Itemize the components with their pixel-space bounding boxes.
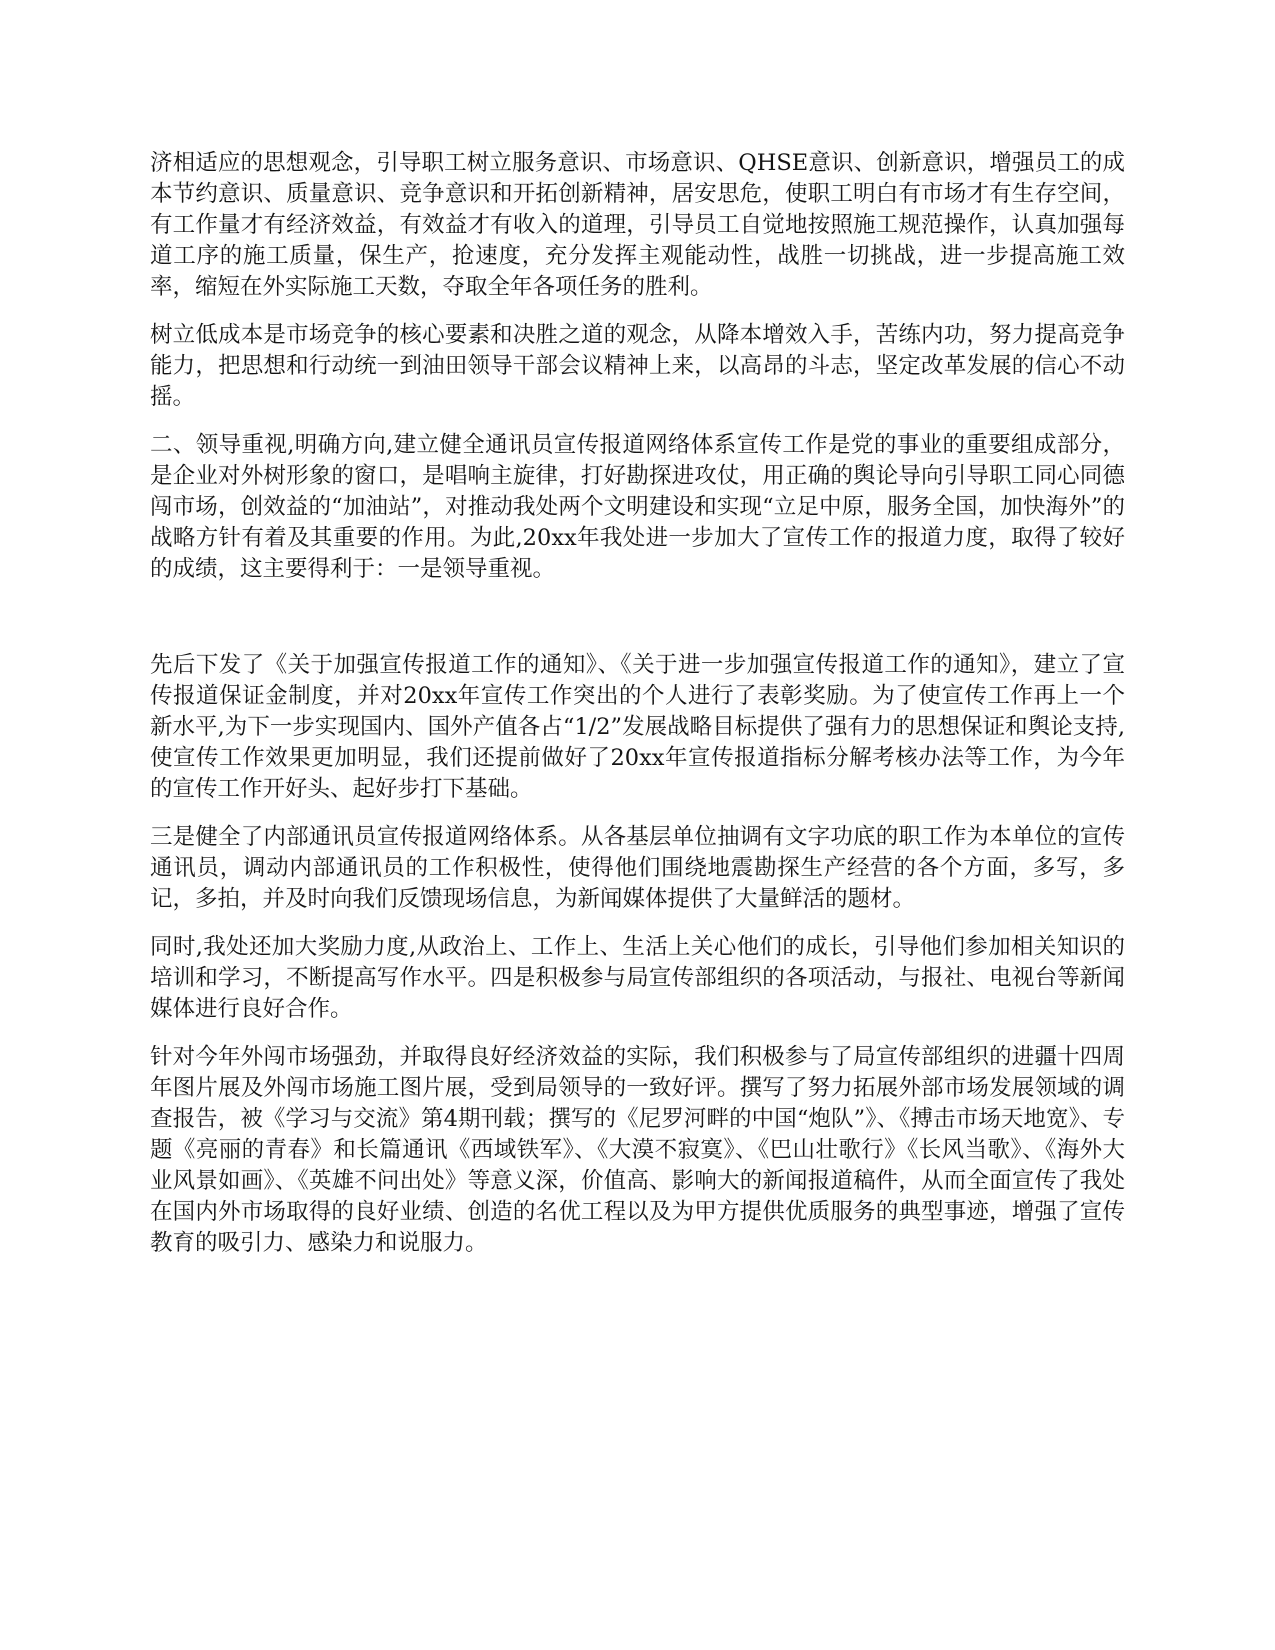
paragraph-4: 先后下发了《关于加强宣传报道工作的通知》、《关于进一步加强宣传报道工作的通知》，建立了宣传报道保证金制度，并对20xx年宣传工作突出的个人进行了表彰奖励。为了使宣传工作再上一个新水平,为下一步实现国内、国外产值各占“1/2”发展战略目标提供了强有力的思想保证和舆论支持,使宣传工作效果更加明显，我们还提前做好了20xx年宣传报道指标分解考核办法等工作，为今年的宣传工作开好头、起好步打下基础。 — [150, 652, 1125, 802]
paragraph-6: 同时,我处还加大奖励力度,从政治上、工作上、生活上关心他们的成长，引导他们参加相关知识的培训和学习，不断提高写作水平。四是积极参与局宣传部组织的各项活动，与报社、电视台等新闻媒体进行良好合作。 — [150, 934, 1125, 1022]
paragraph-1: 济相适应的思想观念，引导职工树立服务意识、市场意识、QHSE意识、创新意识，增强员工的成本节约意识、质量意识、竞争意识和开拓创新精神，居安思危，使职工明白有市场才有生存空间，有工作量才有经济效益，有效益才有收入的道理，引导员工自觉地按照施工规范操作，认真加强每道工序的施工质量，保生产，抢速度，充分发挥主观能动性，战胜一切挑战，进一步提高施工效率，缩短在外实际施工天数，夺取全年各项任务的胜利。 — [150, 150, 1125, 300]
paragraph-2: 树立低成本是市场竞争的核心要素和决胜之道的观念，从降本增效入手，苦练内功，努力提高竞争能力，把思想和行动统一到油田领导干部会议精神上来，以高昂的斗志，坚定改革发展的信心不动摇。 — [150, 322, 1125, 410]
paragraph-5: 三是健全了内部通讯员宣传报道网络体系。从各基层单位抽调有文字功底的职工作为本单位的宣传通讯员，调动内部通讯员的工作积极性，使得他们围绕地震勘探生产经营的各个方面，多写，多记，多拍，并及时向我们反馈现场信息，为新闻媒体提供了大量鲜活的题材。 — [150, 824, 1125, 912]
document-page — [150, 148, 1125, 1276]
paragraph-3: 二、领导重视,明确方向,建立健全通讯员宣传报道网络体系宣传工作是党的事业的重要组成部分，是企业对外树形象的窗口，是唱响主旋律，打好勘探进攻仗，用正确的舆论导向引导职工同心同德闯市场，创效益的“加油站”，对推动我处两个文明建设和实现“立足中原，服务全国，加快海外”的战略方针有着及其重要的作用。为此,20xx年我处进一步加大了宣传工作的报道力度，取得了较好的成绩，这主要得利于：一是领导重视。 — [150, 432, 1125, 582]
paragraph-7: 针对今年外闯市场强劲，并取得良好经济效益的实际，我们积极参与了局宣传部组织的进疆十四周年图片展及外闯市场施工图片展，受到局领导的一致好评。撰写了努力拓展外部市场发展领域的调查报告，被《学习与交流》第4期刊载；撰写的《尼罗河畔的中国“炮队”》、《搏击市场天地宽》、专题《亮丽的青春》和长篇通讯《西域铁军》、《大漠不寂寞》、《巴山壮歌行》《长风当歌》、《海外大业风景如画》、《英雄不问出处》等意义深，价值高、影响大的新闻报道稿件，从而全面宣传了我处在国内外市场取得的良好业绩、创造的名优工程以及为甲方提供优质服务的典型事迹，增强了宣传教育的吸引力、感染力和说服力。 — [150, 1044, 1125, 1256]
